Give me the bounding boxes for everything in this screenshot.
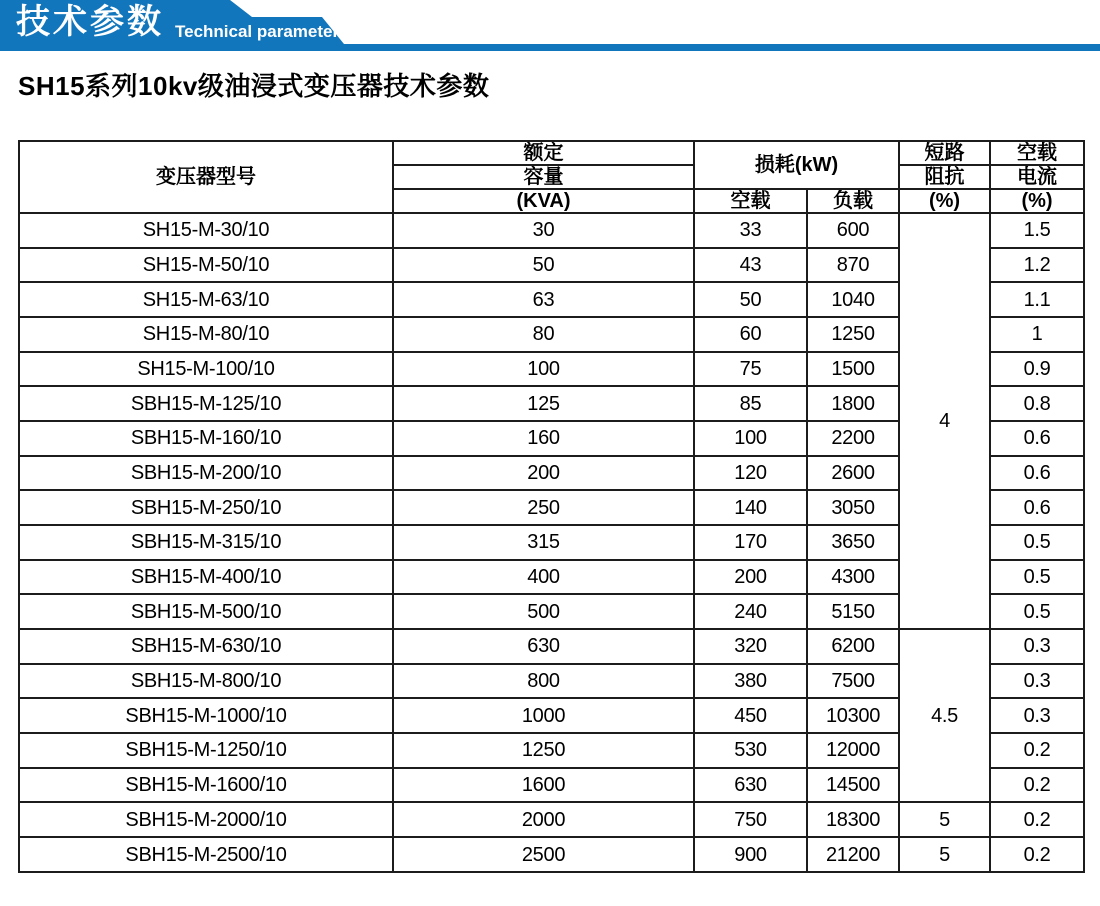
noload-loss-cell: 43 bbox=[694, 248, 807, 283]
model-cell: SBH15-M-200/10 bbox=[19, 456, 393, 491]
noload-loss-cell: 200 bbox=[694, 560, 807, 595]
noload-current-cell: 0.2 bbox=[990, 837, 1084, 872]
model-cell: SH15-M-50/10 bbox=[19, 248, 393, 283]
model-cell: SBH15-M-2000/10 bbox=[19, 802, 393, 837]
load-loss-cell: 6200 bbox=[807, 629, 899, 664]
model-cell: SBH15-M-1250/10 bbox=[19, 733, 393, 768]
capacity-cell: 63 bbox=[393, 282, 694, 317]
noload-current-cell: 0.5 bbox=[990, 560, 1084, 595]
load-loss-cell: 870 bbox=[807, 248, 899, 283]
capacity-cell: 50 bbox=[393, 248, 694, 283]
capacity-cell: 125 bbox=[393, 386, 694, 421]
table-row bbox=[19, 629, 1084, 664]
header-current-line2: 电流 bbox=[990, 165, 1084, 189]
capacity-cell: 400 bbox=[393, 560, 694, 595]
noload-loss-cell: 60 bbox=[694, 317, 807, 352]
noload-current-cell: 0.3 bbox=[990, 698, 1084, 733]
impedance-cell: 5 bbox=[899, 802, 990, 837]
noload-current-cell: 0.9 bbox=[990, 352, 1084, 387]
noload-loss-cell: 170 bbox=[694, 525, 807, 560]
noload-loss-cell: 320 bbox=[694, 629, 807, 664]
noload-current-cell: 0.2 bbox=[990, 768, 1084, 803]
load-loss-cell: 7500 bbox=[807, 664, 899, 699]
load-loss-cell: 1800 bbox=[807, 386, 899, 421]
model-cell: SBH15-M-500/10 bbox=[19, 594, 393, 629]
model-cell: SBH15-M-250/10 bbox=[19, 490, 393, 525]
header-impedance-line3: (%) bbox=[899, 189, 990, 213]
model-cell: SBH15-M-125/10 bbox=[19, 386, 393, 421]
header-rated-line2: 容量 bbox=[393, 165, 694, 189]
impedance-cell: 5 bbox=[899, 837, 990, 872]
noload-current-cell: 0.5 bbox=[990, 594, 1084, 629]
load-loss-cell: 3050 bbox=[807, 490, 899, 525]
noload-loss-cell: 900 bbox=[694, 837, 807, 872]
model-cell: SBH15-M-160/10 bbox=[19, 421, 393, 456]
spec-table bbox=[18, 140, 1085, 873]
capacity-cell: 2000 bbox=[393, 802, 694, 837]
noload-current-cell: 0.6 bbox=[990, 490, 1084, 525]
capacity-cell: 1600 bbox=[393, 768, 694, 803]
capacity-cell: 500 bbox=[393, 594, 694, 629]
header-rated-line3: (KVA) bbox=[393, 189, 694, 213]
noload-current-cell: 0.8 bbox=[990, 386, 1084, 421]
load-loss-cell: 600 bbox=[807, 213, 899, 248]
header-rated-line1: 额定 bbox=[393, 141, 694, 165]
noload-loss-cell: 85 bbox=[694, 386, 807, 421]
model-cell: SH15-M-100/10 bbox=[19, 352, 393, 387]
header-loss: 损耗(kW) bbox=[694, 141, 899, 189]
noload-loss-cell: 530 bbox=[694, 733, 807, 768]
noload-current-cell: 0.3 bbox=[990, 629, 1084, 664]
noload-current-cell: 1.5 bbox=[990, 213, 1084, 248]
header-impedance-line1: 短路 bbox=[899, 141, 990, 165]
table-row bbox=[19, 213, 1084, 248]
noload-current-cell: 1 bbox=[990, 317, 1084, 352]
noload-current-cell: 0.6 bbox=[990, 421, 1084, 456]
header-row-1 bbox=[19, 141, 1084, 165]
banner-title-zh: 技术参数 bbox=[16, 3, 164, 41]
noload-loss-cell: 240 bbox=[694, 594, 807, 629]
model-cell: SBH15-M-315/10 bbox=[19, 525, 393, 560]
load-loss-cell: 2200 bbox=[807, 421, 899, 456]
noload-loss-cell: 75 bbox=[694, 352, 807, 387]
load-loss-cell: 10300 bbox=[807, 698, 899, 733]
page-title: SH15系列10kv级油浸式变压器技术参数 bbox=[18, 71, 490, 101]
capacity-cell: 1250 bbox=[393, 733, 694, 768]
impedance-cell: 4.5 bbox=[899, 629, 990, 802]
model-cell: SH15-M-63/10 bbox=[19, 282, 393, 317]
noload-loss-cell: 50 bbox=[694, 282, 807, 317]
capacity-cell: 2500 bbox=[393, 837, 694, 872]
banner-title-en: Technical parameter bbox=[175, 22, 340, 41]
capacity-cell: 80 bbox=[393, 317, 694, 352]
capacity-cell: 160 bbox=[393, 421, 694, 456]
impedance-cell: 4 bbox=[899, 213, 990, 629]
header-loss-load: 负载 bbox=[807, 189, 899, 213]
model-cell: SH15-M-30/10 bbox=[19, 213, 393, 248]
noload-loss-cell: 33 bbox=[694, 213, 807, 248]
table-row bbox=[19, 837, 1084, 872]
model-cell: SH15-M-80/10 bbox=[19, 317, 393, 352]
banner-ribbon-shape bbox=[0, 0, 1100, 52]
model-cell: SBH15-M-1000/10 bbox=[19, 698, 393, 733]
load-loss-cell: 1250 bbox=[807, 317, 899, 352]
header-impedance-line2: 阻抗 bbox=[899, 165, 990, 189]
noload-current-cell: 0.5 bbox=[990, 525, 1084, 560]
capacity-cell: 200 bbox=[393, 456, 694, 491]
noload-current-cell: 0.2 bbox=[990, 733, 1084, 768]
noload-current-cell: 0.6 bbox=[990, 456, 1084, 491]
load-loss-cell: 2600 bbox=[807, 456, 899, 491]
capacity-cell: 1000 bbox=[393, 698, 694, 733]
table-row bbox=[19, 802, 1084, 837]
header-model: 变压器型号 bbox=[19, 141, 393, 213]
model-cell: SBH15-M-400/10 bbox=[19, 560, 393, 595]
section-banner bbox=[0, 0, 1100, 52]
model-cell: SBH15-M-1600/10 bbox=[19, 768, 393, 803]
capacity-cell: 315 bbox=[393, 525, 694, 560]
load-loss-cell: 1040 bbox=[807, 282, 899, 317]
noload-loss-cell: 140 bbox=[694, 490, 807, 525]
header-loss-noload: 空载 bbox=[694, 189, 807, 213]
noload-current-cell: 1.1 bbox=[990, 282, 1084, 317]
load-loss-cell: 4300 bbox=[807, 560, 899, 595]
capacity-cell: 100 bbox=[393, 352, 694, 387]
capacity-cell: 800 bbox=[393, 664, 694, 699]
model-cell: SBH15-M-800/10 bbox=[19, 664, 393, 699]
noload-loss-cell: 120 bbox=[694, 456, 807, 491]
load-loss-cell: 5150 bbox=[807, 594, 899, 629]
noload-current-cell: 0.2 bbox=[990, 802, 1084, 837]
header-current-line3: (%) bbox=[990, 189, 1084, 213]
noload-loss-cell: 450 bbox=[694, 698, 807, 733]
load-loss-cell: 18300 bbox=[807, 802, 899, 837]
load-loss-cell: 14500 bbox=[807, 768, 899, 803]
capacity-cell: 630 bbox=[393, 629, 694, 664]
noload-current-cell: 1.2 bbox=[990, 248, 1084, 283]
load-loss-cell: 12000 bbox=[807, 733, 899, 768]
load-loss-cell: 3650 bbox=[807, 525, 899, 560]
noload-current-cell: 0.3 bbox=[990, 664, 1084, 699]
noload-loss-cell: 100 bbox=[694, 421, 807, 456]
noload-loss-cell: 380 bbox=[694, 664, 807, 699]
header-current-line1: 空载 bbox=[990, 141, 1084, 165]
load-loss-cell: 21200 bbox=[807, 837, 899, 872]
capacity-cell: 250 bbox=[393, 490, 694, 525]
noload-loss-cell: 630 bbox=[694, 768, 807, 803]
capacity-cell: 30 bbox=[393, 213, 694, 248]
noload-loss-cell: 750 bbox=[694, 802, 807, 837]
load-loss-cell: 1500 bbox=[807, 352, 899, 387]
model-cell: SBH15-M-2500/10 bbox=[19, 837, 393, 872]
model-cell: SBH15-M-630/10 bbox=[19, 629, 393, 664]
